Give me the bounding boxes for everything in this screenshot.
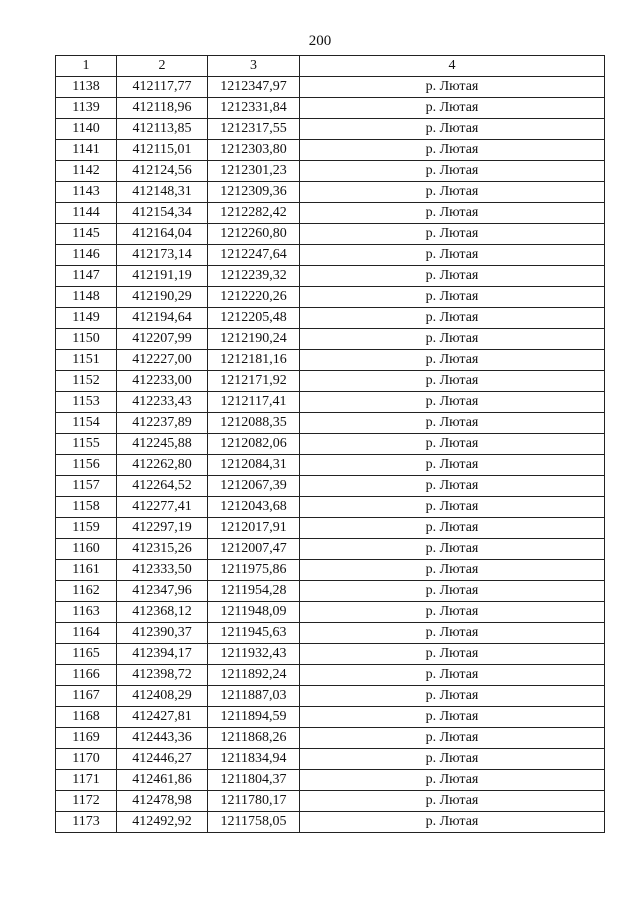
table-row [56, 413, 605, 434]
description-cell: р. Лютая [300, 182, 605, 203]
description-cell: р. Лютая [300, 77, 605, 98]
x-coordinate-cell: 412148,31 [117, 182, 208, 203]
description-cell: р. Лютая [300, 119, 605, 140]
y-coordinate-cell: 1212301,23 [208, 161, 300, 182]
table-row [56, 98, 605, 119]
table-row [56, 812, 605, 833]
x-coordinate-cell: 412207,99 [117, 329, 208, 350]
y-coordinate-cell: 1212239,32 [208, 266, 300, 287]
point-number-cell: 1150 [56, 329, 117, 350]
point-number-cell: 1171 [56, 770, 117, 791]
x-coordinate-cell: 412315,26 [117, 539, 208, 560]
x-coordinate-cell: 412118,96 [117, 98, 208, 119]
y-coordinate-cell: 1212317,55 [208, 119, 300, 140]
point-number-cell: 1173 [56, 812, 117, 833]
x-coordinate-cell: 412446,27 [117, 749, 208, 770]
table-row [56, 392, 605, 413]
point-number-cell: 1143 [56, 182, 117, 203]
y-coordinate-cell: 1212190,24 [208, 329, 300, 350]
x-coordinate-cell: 412394,17 [117, 644, 208, 665]
x-coordinate-cell: 412398,72 [117, 665, 208, 686]
point-number-cell: 1164 [56, 623, 117, 644]
x-coordinate-cell: 412461,86 [117, 770, 208, 791]
description-cell: р. Лютая [300, 266, 605, 287]
table-row [56, 434, 605, 455]
table-row [56, 161, 605, 182]
description-cell: р. Лютая [300, 371, 605, 392]
x-coordinate-cell: 412347,96 [117, 581, 208, 602]
x-coordinate-cell: 412390,37 [117, 623, 208, 644]
x-coordinate-cell: 412233,43 [117, 392, 208, 413]
column-header: 3 [208, 56, 300, 77]
table-row [56, 560, 605, 581]
x-coordinate-cell: 412492,92 [117, 812, 208, 833]
point-number-cell: 1161 [56, 560, 117, 581]
point-number-cell: 1152 [56, 371, 117, 392]
y-coordinate-cell: 1211887,03 [208, 686, 300, 707]
description-cell: р. Лютая [300, 245, 605, 266]
point-number-cell: 1172 [56, 791, 117, 812]
table-row [56, 749, 605, 770]
point-number-cell: 1139 [56, 98, 117, 119]
table-row [56, 308, 605, 329]
description-cell: р. Лютая [300, 140, 605, 161]
point-number-cell: 1149 [56, 308, 117, 329]
description-cell: р. Лютая [300, 644, 605, 665]
y-coordinate-cell: 1212043,68 [208, 497, 300, 518]
x-coordinate-cell: 412233,00 [117, 371, 208, 392]
point-number-cell: 1156 [56, 455, 117, 476]
table-row [56, 539, 605, 560]
description-cell: р. Лютая [300, 602, 605, 623]
x-coordinate-cell: 412227,00 [117, 350, 208, 371]
table-row [56, 644, 605, 665]
y-coordinate-cell: 1212247,64 [208, 245, 300, 266]
point-number-cell: 1159 [56, 518, 117, 539]
table-row [56, 266, 605, 287]
x-coordinate-cell: 412191,19 [117, 266, 208, 287]
table-row [56, 224, 605, 245]
y-coordinate-cell: 1212220,26 [208, 287, 300, 308]
description-cell: р. Лютая [300, 623, 605, 644]
point-number-cell: 1153 [56, 392, 117, 413]
x-coordinate-cell: 412443,36 [117, 728, 208, 749]
description-cell: р. Лютая [300, 812, 605, 833]
x-coordinate-cell: 412190,29 [117, 287, 208, 308]
table-row [56, 77, 605, 98]
y-coordinate-cell: 1211894,59 [208, 707, 300, 728]
column-header: 4 [300, 56, 605, 77]
table-row [56, 518, 605, 539]
x-coordinate-cell: 412113,85 [117, 119, 208, 140]
description-cell: р. Лютая [300, 770, 605, 791]
description-cell: р. Лютая [300, 161, 605, 182]
point-number-cell: 1158 [56, 497, 117, 518]
description-cell: р. Лютая [300, 287, 605, 308]
point-number-cell: 1163 [56, 602, 117, 623]
table-row [56, 602, 605, 623]
y-coordinate-cell: 1211804,37 [208, 770, 300, 791]
point-number-cell: 1146 [56, 245, 117, 266]
y-coordinate-cell: 1212205,48 [208, 308, 300, 329]
table-row [56, 476, 605, 497]
table-row [56, 329, 605, 350]
x-coordinate-cell: 412368,12 [117, 602, 208, 623]
x-coordinate-cell: 412478,98 [117, 791, 208, 812]
description-cell: р. Лютая [300, 98, 605, 119]
description-cell: р. Лютая [300, 413, 605, 434]
y-coordinate-cell: 1212331,84 [208, 98, 300, 119]
table-header-row [56, 56, 605, 77]
y-coordinate-cell: 1212117,41 [208, 392, 300, 413]
table-row [56, 350, 605, 371]
table-body [56, 77, 605, 833]
description-cell: р. Лютая [300, 791, 605, 812]
y-coordinate-cell: 1211868,26 [208, 728, 300, 749]
point-number-cell: 1151 [56, 350, 117, 371]
table-row [56, 623, 605, 644]
table-row [56, 686, 605, 707]
y-coordinate-cell: 1212017,91 [208, 518, 300, 539]
description-cell: р. Лютая [300, 308, 605, 329]
description-cell: р. Лютая [300, 728, 605, 749]
point-number-cell: 1165 [56, 644, 117, 665]
table-row [56, 581, 605, 602]
description-cell: р. Лютая [300, 455, 605, 476]
x-coordinate-cell: 412124,56 [117, 161, 208, 182]
point-number-cell: 1167 [56, 686, 117, 707]
description-cell: р. Лютая [300, 476, 605, 497]
y-coordinate-cell: 1211948,09 [208, 602, 300, 623]
point-number-cell: 1160 [56, 539, 117, 560]
y-coordinate-cell: 1212067,39 [208, 476, 300, 497]
x-coordinate-cell: 412115,01 [117, 140, 208, 161]
point-number-cell: 1170 [56, 749, 117, 770]
y-coordinate-cell: 1211954,28 [208, 581, 300, 602]
description-cell: р. Лютая [300, 329, 605, 350]
y-coordinate-cell: 1212282,42 [208, 203, 300, 224]
description-cell: р. Лютая [300, 518, 605, 539]
y-coordinate-cell: 1212309,36 [208, 182, 300, 203]
description-cell: р. Лютая [300, 203, 605, 224]
description-cell: р. Лютая [300, 434, 605, 455]
y-coordinate-cell: 1212084,31 [208, 455, 300, 476]
x-coordinate-cell: 412333,50 [117, 560, 208, 581]
table-row [56, 665, 605, 686]
table-row [56, 728, 605, 749]
point-number-cell: 1140 [56, 119, 117, 140]
description-cell: р. Лютая [300, 749, 605, 770]
y-coordinate-cell: 1211975,86 [208, 560, 300, 581]
column-header: 2 [117, 56, 208, 77]
coordinates-table [55, 55, 605, 833]
y-coordinate-cell: 1212347,97 [208, 77, 300, 98]
x-coordinate-cell: 412408,29 [117, 686, 208, 707]
point-number-cell: 1138 [56, 77, 117, 98]
y-coordinate-cell: 1211834,94 [208, 749, 300, 770]
description-cell: р. Лютая [300, 581, 605, 602]
table-row [56, 770, 605, 791]
point-number-cell: 1141 [56, 140, 117, 161]
point-number-cell: 1154 [56, 413, 117, 434]
y-coordinate-cell: 1212303,80 [208, 140, 300, 161]
point-number-cell: 1142 [56, 161, 117, 182]
x-coordinate-cell: 412154,34 [117, 203, 208, 224]
description-cell: р. Лютая [300, 686, 605, 707]
table-row [56, 791, 605, 812]
y-coordinate-cell: 1212260,80 [208, 224, 300, 245]
table-row [56, 119, 605, 140]
y-coordinate-cell: 1212007,47 [208, 539, 300, 560]
point-number-cell: 1148 [56, 287, 117, 308]
y-coordinate-cell: 1212082,06 [208, 434, 300, 455]
point-number-cell: 1145 [56, 224, 117, 245]
y-coordinate-cell: 1211758,05 [208, 812, 300, 833]
x-coordinate-cell: 412164,04 [117, 224, 208, 245]
x-coordinate-cell: 412297,19 [117, 518, 208, 539]
description-cell: р. Лютая [300, 497, 605, 518]
table-row [56, 203, 605, 224]
x-coordinate-cell: 412264,52 [117, 476, 208, 497]
table-row [56, 182, 605, 203]
point-number-cell: 1162 [56, 581, 117, 602]
y-coordinate-cell: 1212088,35 [208, 413, 300, 434]
description-cell: р. Лютая [300, 224, 605, 245]
table-row [56, 371, 605, 392]
column-header: 1 [56, 56, 117, 77]
table-row [56, 497, 605, 518]
y-coordinate-cell: 1211780,17 [208, 791, 300, 812]
description-cell: р. Лютая [300, 707, 605, 728]
page-number: 200 [308, 33, 332, 49]
description-cell: р. Лютая [300, 665, 605, 686]
table-row [56, 287, 605, 308]
y-coordinate-cell: 1211945,63 [208, 623, 300, 644]
table-row [56, 245, 605, 266]
x-coordinate-cell: 412117,77 [117, 77, 208, 98]
table-row [56, 707, 605, 728]
x-coordinate-cell: 412237,89 [117, 413, 208, 434]
x-coordinate-cell: 412277,41 [117, 497, 208, 518]
x-coordinate-cell: 412194,64 [117, 308, 208, 329]
y-coordinate-cell: 1211932,43 [208, 644, 300, 665]
x-coordinate-cell: 412245,88 [117, 434, 208, 455]
point-number-cell: 1166 [56, 665, 117, 686]
x-coordinate-cell: 412173,14 [117, 245, 208, 266]
y-coordinate-cell: 1211892,24 [208, 665, 300, 686]
description-cell: р. Лютая [300, 350, 605, 371]
y-coordinate-cell: 1212181,16 [208, 350, 300, 371]
point-number-cell: 1147 [56, 266, 117, 287]
point-number-cell: 1155 [56, 434, 117, 455]
point-number-cell: 1157 [56, 476, 117, 497]
description-cell: р. Лютая [300, 560, 605, 581]
table-row [56, 140, 605, 161]
point-number-cell: 1169 [56, 728, 117, 749]
description-cell: р. Лютая [300, 392, 605, 413]
point-number-cell: 1144 [56, 203, 117, 224]
description-cell: р. Лютая [300, 539, 605, 560]
x-coordinate-cell: 412427,81 [117, 707, 208, 728]
y-coordinate-cell: 1212171,92 [208, 371, 300, 392]
x-coordinate-cell: 412262,80 [117, 455, 208, 476]
table-row [56, 455, 605, 476]
point-number-cell: 1168 [56, 707, 117, 728]
